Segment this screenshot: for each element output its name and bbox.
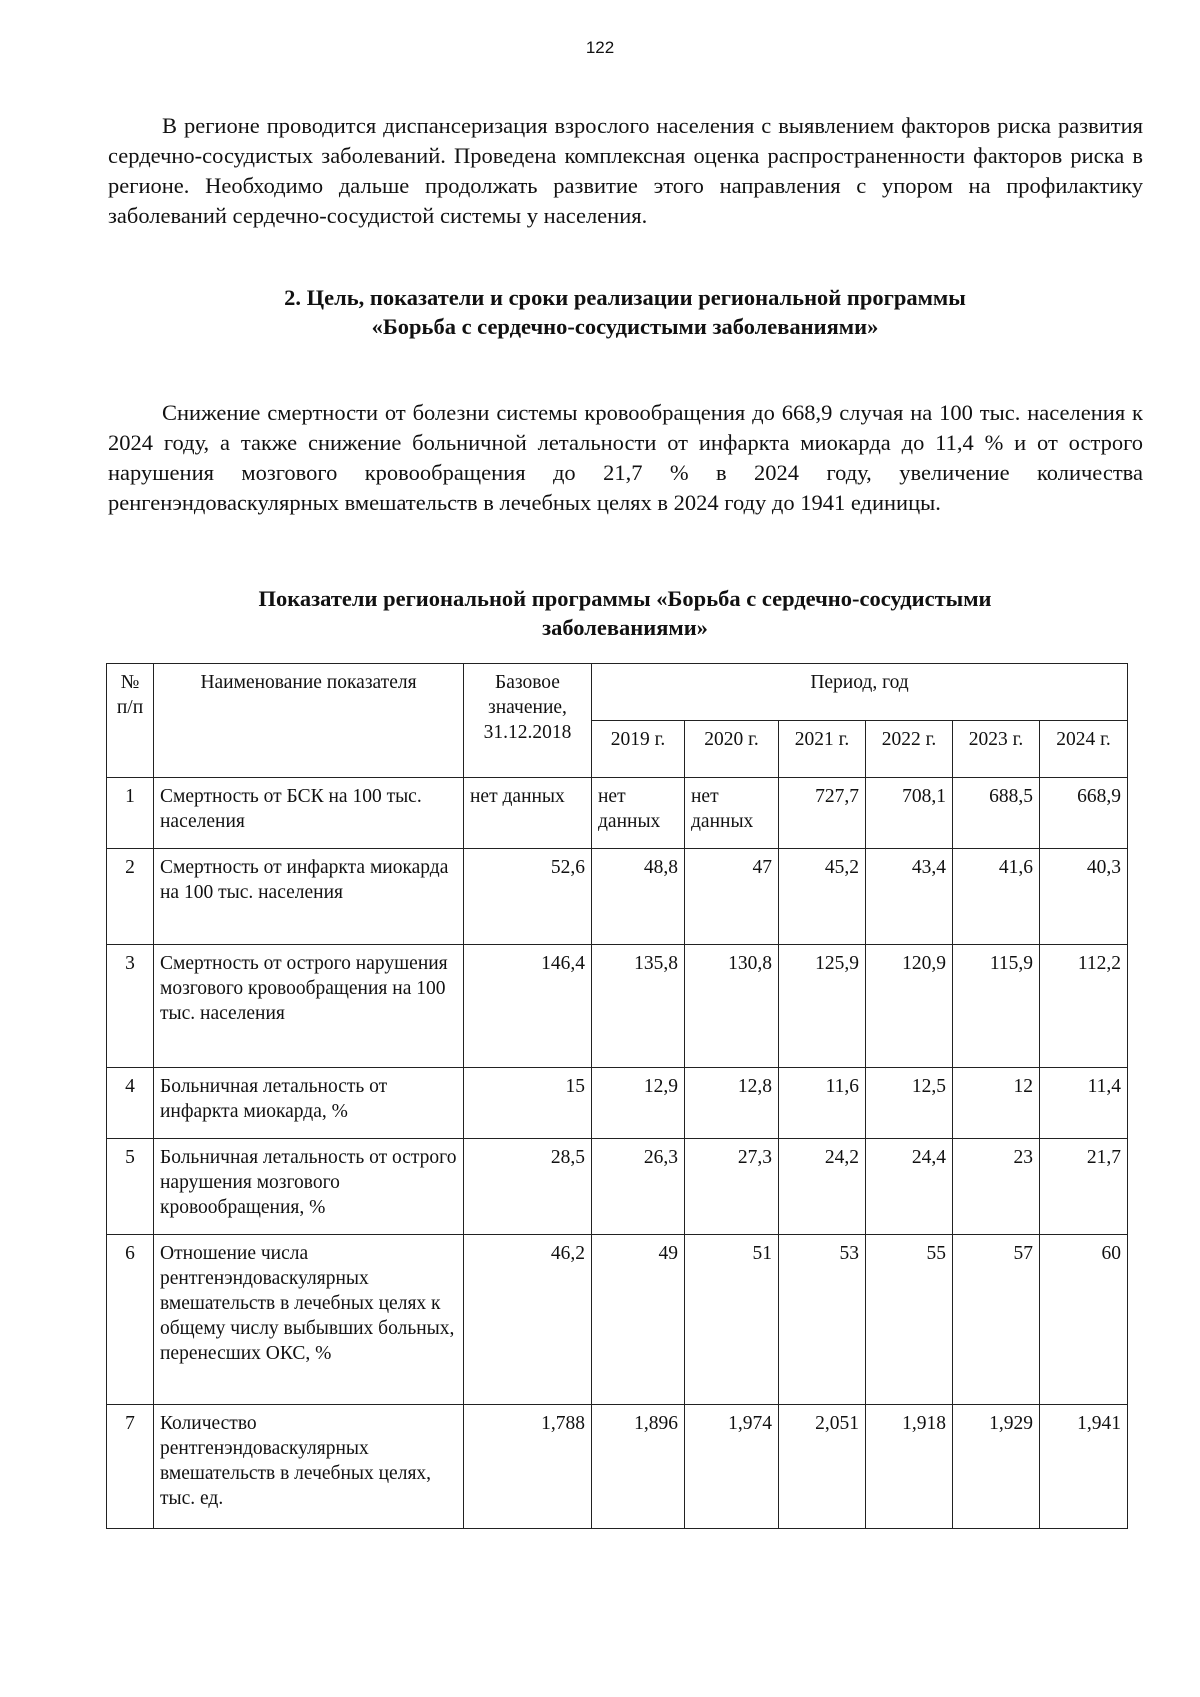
table-header-row (107, 664, 1128, 721)
row-value: 51 (685, 1235, 779, 1405)
header-year: 2021 г. (779, 721, 866, 778)
section-heading (100, 283, 1150, 341)
row-value: 27,3 (685, 1139, 779, 1235)
page-number: 122 (585, 38, 615, 57)
row-value: 57 (953, 1235, 1040, 1405)
row-value: 2,051 (779, 1405, 866, 1529)
indicators-table (106, 663, 1128, 1529)
row-value: 23 (953, 1139, 1040, 1235)
row-value: 53 (779, 1235, 866, 1405)
row-value: 112,2 (1040, 945, 1128, 1068)
header-period: Период, год (592, 664, 1128, 721)
row-value: 12 (953, 1068, 1040, 1139)
row-number: 2 (107, 849, 154, 945)
row-base: 146,4 (464, 945, 592, 1068)
table-row (107, 945, 1128, 1068)
row-base: нет данных (464, 778, 592, 849)
row-value: 11,6 (779, 1068, 866, 1139)
header-year: 2019 г. (592, 721, 685, 778)
row-value: 120,9 (866, 945, 953, 1068)
row-number: 1 (107, 778, 154, 849)
header-number: № п/п (107, 664, 154, 778)
row-value: 1,918 (866, 1405, 953, 1529)
row-name: Смертность от БСК на 100 тыс. населения (154, 778, 464, 849)
row-value: 12,8 (685, 1068, 779, 1139)
row-value: 24,2 (779, 1139, 866, 1235)
row-number: 6 (107, 1235, 154, 1405)
table-row (107, 778, 1128, 849)
row-base: 28,5 (464, 1139, 592, 1235)
row-value: 45,2 (779, 849, 866, 945)
goal-paragraph: Снижение смертности от болезни системы кровообращения до 668,9 случая на 100 тыс. населения к 2024 году, а также снижение больничной летальности от инфаркта миокарда до 11,4 % и от острого нарушения мозгового кровообращения до 21,7 % в 2024 году, увеличение количества ренгенэндоваскулярных вмешательств в лечебных целях в 2024 году до 1941 единицы. (108, 400, 1143, 515)
row-name: Отношение числа рентгенэндоваскулярных вмешательств в лечебных целях к общему числу выбывших больных, перенесших ОКС, % (154, 1235, 464, 1405)
row-number: 5 (107, 1139, 154, 1235)
table-heading-line1: Показатели региональной программы «Борьба с сердечно-сосудистыми (258, 586, 992, 611)
row-value: 1,974 (685, 1405, 779, 1529)
row-value: 727,7 (779, 778, 866, 849)
row-value: 135,8 (592, 945, 685, 1068)
row-value: 47 (685, 849, 779, 945)
row-base: 52,6 (464, 849, 592, 945)
table-row (107, 1139, 1128, 1235)
row-base: 46,2 (464, 1235, 592, 1405)
row-name: Количество рентгенэндоваскулярных вмешательств в лечебных целях, тыс. ед. (154, 1405, 464, 1529)
row-value: 21,7 (1040, 1139, 1128, 1235)
header-base: Базовое значение, 31.12.2018 (464, 664, 592, 778)
row-number: 4 (107, 1068, 154, 1139)
row-value: 55 (866, 1235, 953, 1405)
row-value: 43,4 (866, 849, 953, 945)
row-base: 15 (464, 1068, 592, 1139)
row-number: 7 (107, 1405, 154, 1529)
row-name: Смертность от острого нарушения мозгового кровообращения на 100 тыс. населения (154, 945, 464, 1068)
row-name: Больничная летальность от инфаркта миокарда, % (154, 1068, 464, 1139)
section-heading-line1: 2. Цель, показатели и сроки реализации региональной программы (284, 285, 966, 310)
row-value: 688,5 (953, 778, 1040, 849)
table-row (107, 849, 1128, 945)
intro-paragraph: В регионе проводится диспансеризация взрослого населения с выявлением факторов риска развития сердечно-сосудистых заболеваний. Проведена комплексная оценка распространенности факторов риска в регионе. Необходимо дальше продолжать развитие этого направления с упором на профилактику заболеваний сердечно-сосудистой системы у населения. (108, 113, 1143, 228)
header-year: 2024 г. (1040, 721, 1128, 778)
row-name: Больничная летальность от острого нарушения мозгового кровообращения, % (154, 1139, 464, 1235)
row-value: нет данных (592, 778, 685, 849)
section-heading-line2: «Борьба с сердечно-сосудистыми заболеваниями» (371, 314, 879, 339)
table-row (107, 1405, 1128, 1529)
row-base: 1,788 (464, 1405, 592, 1529)
table-heading-line2: заболеваниями» (542, 615, 708, 640)
row-value: 11,4 (1040, 1068, 1128, 1139)
row-value: 24,4 (866, 1139, 953, 1235)
row-value: 1,929 (953, 1405, 1040, 1529)
row-value: 12,9 (592, 1068, 685, 1139)
header-year: 2020 г. (685, 721, 779, 778)
row-value: 12,5 (866, 1068, 953, 1139)
row-number: 3 (107, 945, 154, 1068)
row-value: нет данных (685, 778, 779, 849)
row-value: 1,896 (592, 1405, 685, 1529)
row-value: 130,8 (685, 945, 779, 1068)
row-value: 60 (1040, 1235, 1128, 1405)
row-value: 49 (592, 1235, 685, 1405)
row-value: 41,6 (953, 849, 1040, 945)
table-heading (100, 584, 1150, 642)
table-row (107, 1235, 1128, 1405)
row-value: 115,9 (953, 945, 1040, 1068)
row-value: 26,3 (592, 1139, 685, 1235)
row-value: 48,8 (592, 849, 685, 945)
header-name: Наименование показателя (154, 664, 464, 778)
table-row (107, 1068, 1128, 1139)
row-value: 708,1 (866, 778, 953, 849)
header-year: 2023 г. (953, 721, 1040, 778)
row-value: 125,9 (779, 945, 866, 1068)
row-value: 668,9 (1040, 778, 1128, 849)
row-value: 40,3 (1040, 849, 1128, 945)
row-value: 1,941 (1040, 1405, 1128, 1529)
row-name: Смертность от инфаркта миокарда на 100 тыс. населения (154, 849, 464, 945)
header-year: 2022 г. (866, 721, 953, 778)
